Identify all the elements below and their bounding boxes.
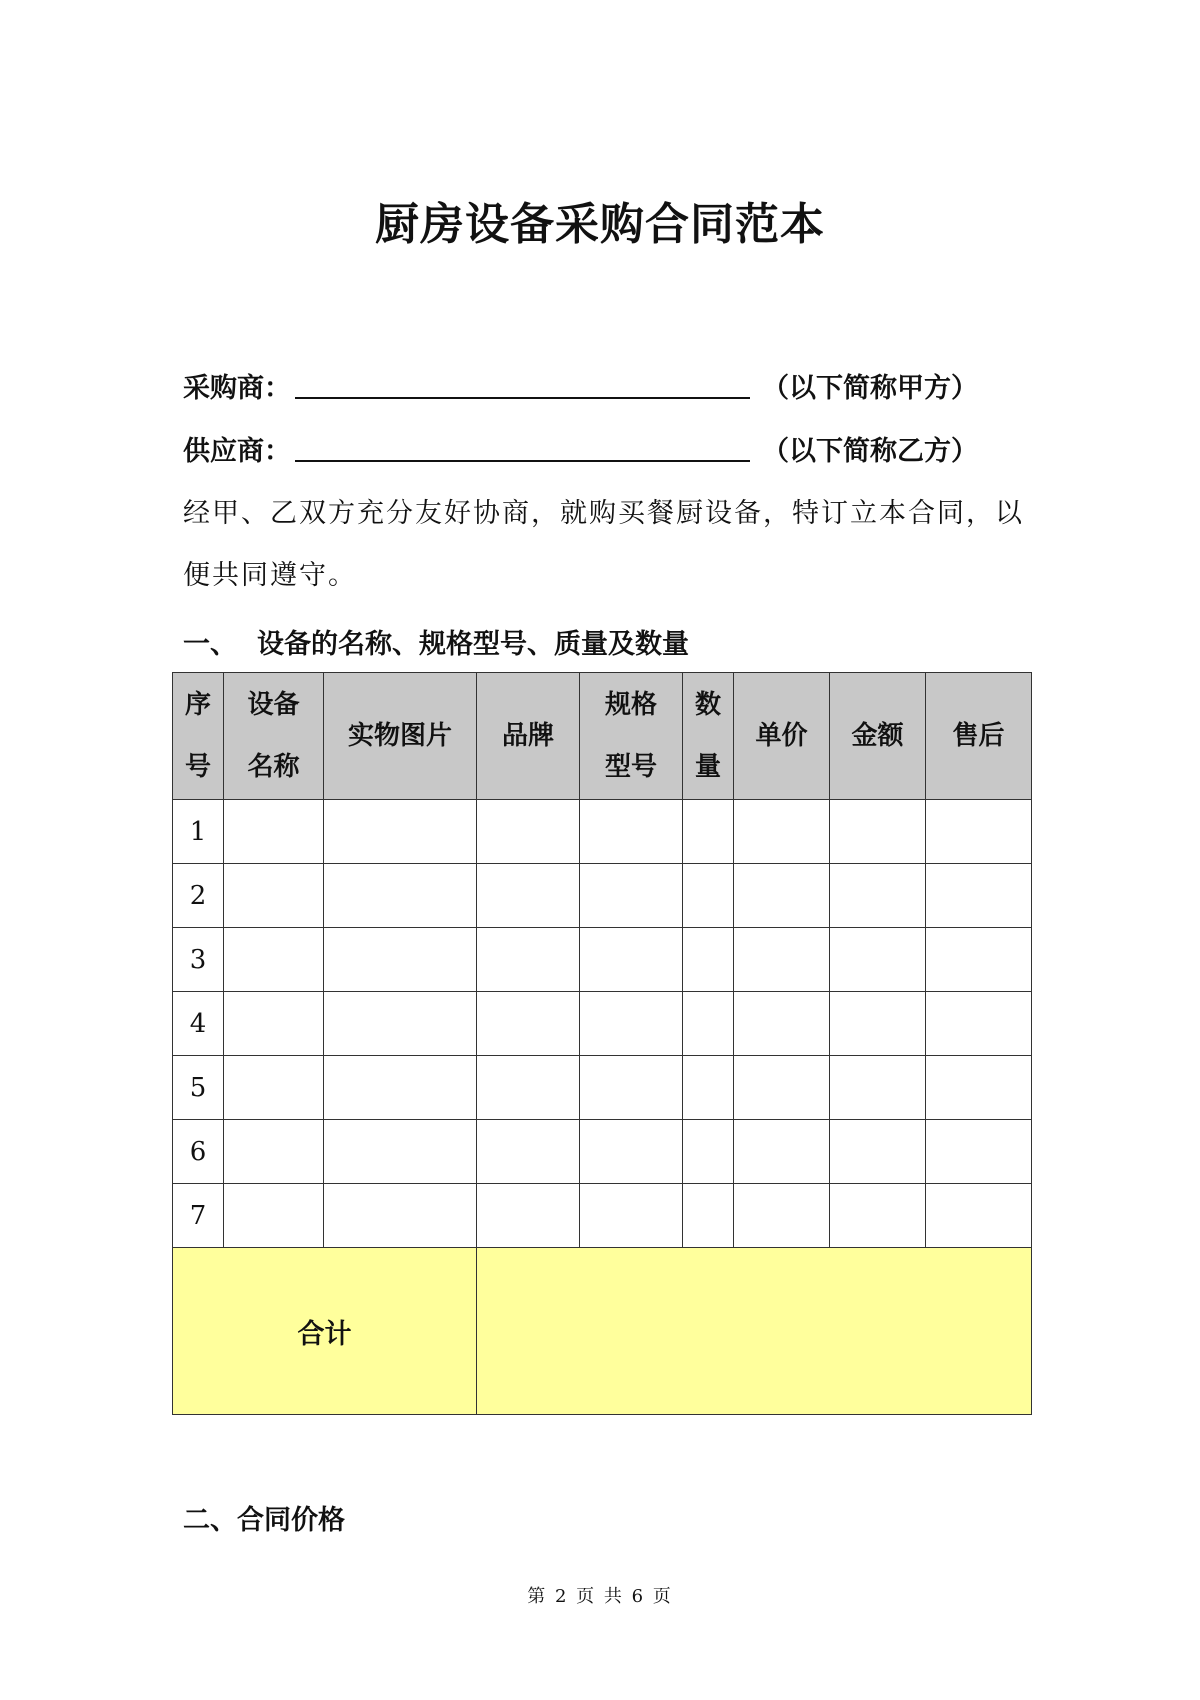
supplier-label: 供应商： [183, 436, 291, 467]
intro-line-1: 经甲、乙双方充分友好协商，就购买餐厨设备，特订立本合同，以 [183, 498, 1024, 529]
header-serial-no: 序 号 [173, 673, 224, 800]
row-number: 6 [173, 1120, 224, 1184]
row-number: 2 [173, 864, 224, 928]
supplier-line [183, 428, 1043, 468]
total-row [173, 1248, 1032, 1415]
section-1-heading [183, 622, 689, 661]
header-quantity: 数 量 [683, 673, 734, 800]
page-title: 厨房设备采购合同范本 [375, 199, 825, 250]
buyer-line [183, 365, 1043, 405]
section-1-title: 设备的名称、规格型号、质量及数量 [257, 629, 689, 660]
header-amount: 金额 [830, 673, 926, 800]
header-photo: 实物图片 [324, 673, 477, 800]
section-2-heading: 二、合同价格 [183, 1505, 345, 1536]
section-1-number: 一、 [183, 629, 237, 660]
row-number: 5 [173, 1056, 224, 1120]
total-label: 合计 [173, 1248, 477, 1415]
buyer-label: 采购商： [183, 373, 291, 404]
row-number: 7 [173, 1184, 224, 1248]
buyer-suffix: （以下简称甲方） [762, 373, 978, 404]
equipment-table [172, 672, 1032, 1415]
row-number: 3 [173, 928, 224, 992]
intro-paragraph [183, 483, 1043, 607]
table-row [173, 1184, 1032, 1248]
header-unit-price: 单价 [734, 673, 830, 800]
row-number: 4 [173, 992, 224, 1056]
table-row [173, 1120, 1032, 1184]
table-header-row [173, 673, 1032, 800]
header-brand: 品牌 [477, 673, 580, 800]
header-equipment-name: 设备 名称 [224, 673, 324, 800]
row-number: 1 [173, 800, 224, 864]
intro-line-2: 便共同遵守。 [183, 560, 357, 591]
total-value-cell[interactable] [477, 1248, 1032, 1415]
page-footer: 第 2 页 共 6 页 [527, 1586, 673, 1607]
table-row [173, 864, 1032, 928]
table-row [173, 928, 1032, 992]
table-row [173, 992, 1032, 1056]
header-after-sales: 售后 [926, 673, 1032, 800]
supplier-blank-field [295, 430, 750, 462]
table-row [173, 800, 1032, 864]
table-row [173, 1056, 1032, 1120]
header-spec-model: 规格 型号 [580, 673, 683, 800]
buyer-blank-field [295, 367, 750, 399]
supplier-suffix: （以下简称乙方） [762, 436, 978, 467]
